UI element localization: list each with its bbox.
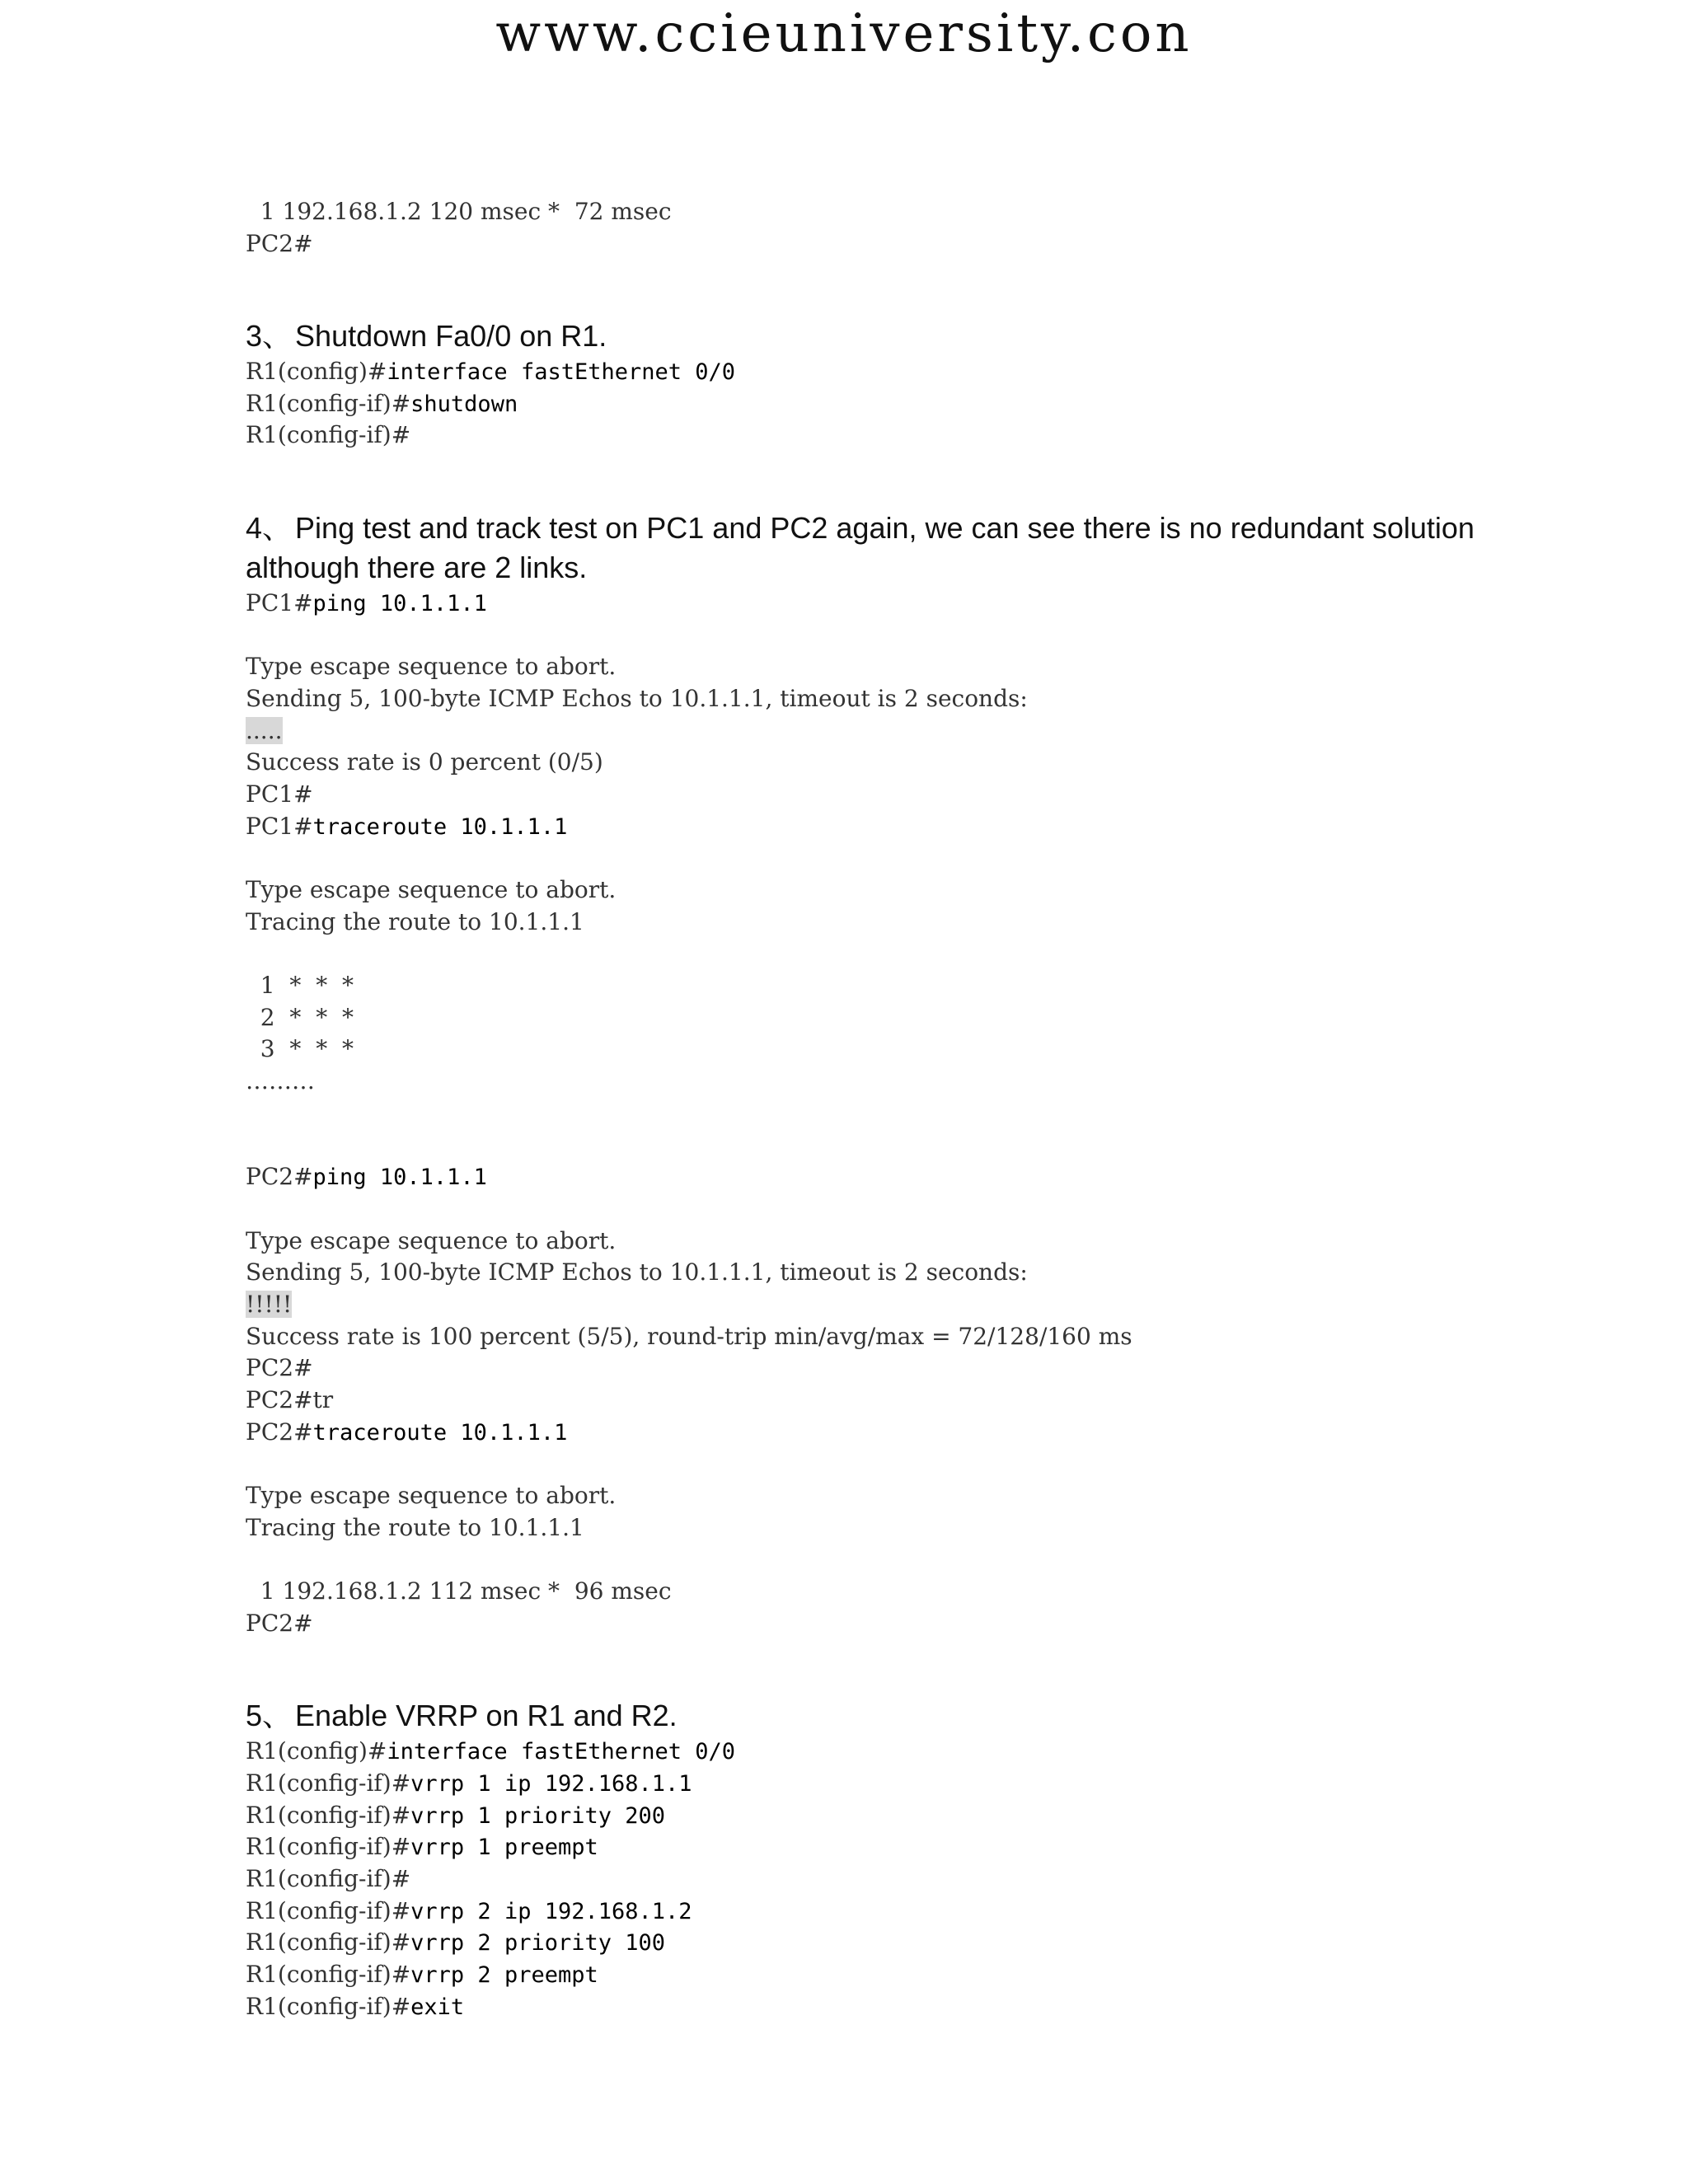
console-output: PC2# [246, 229, 313, 257]
console-command: vrrp 2 ip 192.168.1.2 [410, 1898, 692, 1924]
console-command: ping 10.1.1.1 [312, 590, 487, 616]
console-prompt: PC1# [246, 812, 313, 840]
console-line [246, 715, 1564, 748]
console-command: traceroute 10.1.1.1 [312, 813, 568, 840]
console-prompt: PC2# [246, 1418, 313, 1446]
section-heading [246, 509, 1564, 588]
section-number: 5、 [246, 1699, 293, 1733]
console-output: 3 * * * [246, 1035, 354, 1063]
console-command: vrrp 2 preempt [410, 1962, 598, 1988]
section-title: Shutdown Fa0/0 on R1. [295, 319, 607, 354]
console-command: vrrp 1 preempt [410, 1835, 598, 1861]
console-line [246, 1576, 1564, 1608]
console-line [246, 1480, 1564, 1512]
console-output: 1 * * * [246, 972, 354, 1000]
console-prompt: R1(config-if)# [246, 1833, 411, 1861]
blank-line [246, 842, 1564, 874]
console-line [246, 1863, 1564, 1896]
console-line [246, 1927, 1564, 1959]
console-line [246, 196, 1564, 228]
console-output: !!!!! [246, 1290, 293, 1318]
console-line [246, 1608, 1564, 1640]
console-output: PC2#tr [246, 1386, 334, 1413]
console-line [246, 356, 1564, 388]
console-output: Type escape sequence to abort. [246, 653, 617, 681]
blank-line [246, 1130, 1564, 1162]
console-line [246, 970, 1564, 1002]
console-line [246, 907, 1564, 939]
console-line [246, 588, 1564, 620]
console-line [246, 1257, 1564, 1289]
console-line [246, 1226, 1564, 1258]
console-output: Success rate is 0 percent (0/5) [246, 748, 603, 776]
console-line [246, 1289, 1564, 1321]
console-output: PC1# [246, 780, 313, 808]
console-line [246, 811, 1564, 843]
section-title: Enable VRRP on R1 and R2. [295, 1699, 678, 1733]
console-command: interface fastEthernet 0/0 [387, 1739, 736, 1765]
console-command: shutdown [410, 391, 518, 417]
console-line [246, 779, 1564, 811]
console-line [246, 1033, 1564, 1066]
console-output: Success rate is 100 percent (5/5), round-trip min/avg/max = 72/128/160 ms [246, 1322, 1132, 1350]
console-line [246, 228, 1564, 260]
console-output: Sending 5, 100-byte ICMP Echos to 10.1.1.1, timeout is 2 seconds: [246, 1258, 1028, 1286]
console-line [246, 1512, 1564, 1544]
console-prompt: R1(config-if)# [246, 1929, 411, 1957]
console-output: 2 * * * [246, 1003, 354, 1031]
blank-line [246, 260, 1564, 292]
blank-line [246, 1098, 1564, 1130]
blank-line [246, 1193, 1564, 1226]
console-line [246, 1321, 1564, 1353]
console-command: vrrp 1 priority 200 [410, 1802, 666, 1829]
blank-line [246, 1544, 1564, 1576]
console-line [246, 651, 1564, 683]
console-output: R1(config-if)# [246, 421, 411, 449]
console-command: interface fastEthernet 0/0 [387, 359, 736, 386]
console-prompt: R1(config)# [246, 358, 387, 386]
console-output: PC2# [246, 1609, 313, 1637]
console-output: 1 192.168.1.2 112 msec * 96 msec [246, 1577, 672, 1605]
console-prompt: R1(config-if)# [246, 1961, 411, 1988]
console-output: Sending 5, 100-byte ICMP Echos to 10.1.1.1, timeout is 2 seconds: [246, 684, 1028, 712]
console-line [246, 1352, 1564, 1385]
console-line [246, 419, 1564, 452]
blank-line [246, 938, 1564, 970]
console-line [246, 747, 1564, 779]
console-line [246, 1002, 1564, 1034]
console-line [246, 1768, 1564, 1800]
console-output: 1 192.168.1.2 120 msec * 72 msec [246, 198, 672, 225]
console-line [246, 1800, 1564, 1832]
blank-line [246, 620, 1564, 652]
blank-line [246, 1448, 1564, 1480]
console-prompt: PC2# [246, 1163, 313, 1191]
console-line [246, 1896, 1564, 1928]
console-prompt: R1(config-if)# [246, 1992, 411, 2020]
console-line [246, 388, 1564, 420]
section-number: 3、 [246, 319, 293, 354]
console-line [246, 1831, 1564, 1863]
console-command: vrrp 1 ip 192.168.1.1 [410, 1770, 692, 1797]
section-title: Ping test and track test on PC1 and PC2 again, we can see there is no redundant solution although there are 2 links. [246, 510, 1475, 584]
console-prompt: R1(config)# [246, 1737, 387, 1765]
console-command: traceroute 10.1.1.1 [312, 1419, 568, 1446]
blank-line [246, 452, 1564, 484]
section-heading [246, 316, 1564, 356]
console-output: ……… [246, 1067, 315, 1095]
console-output: Tracing the route to 10.1.1.1 [246, 907, 584, 935]
console-prompt: R1(config-if)# [246, 1769, 411, 1797]
console-command: exit [410, 1994, 465, 2020]
blank-line [246, 1640, 1564, 1672]
console-command: ping 10.1.1.1 [312, 1165, 487, 1191]
console-output: PC2# [246, 1354, 313, 1382]
section-heading [246, 1696, 1564, 1736]
console-line [246, 874, 1564, 907]
console-command: vrrp 2 priority 100 [410, 1930, 666, 1957]
console-prompt: R1(config-if)# [246, 1896, 411, 1924]
console-output: Type escape sequence to abort. [246, 876, 617, 903]
console-output: Type escape sequence to abort. [246, 1226, 617, 1254]
console-line [246, 1736, 1564, 1768]
console-prompt: R1(config-if)# [246, 389, 411, 417]
console-line [246, 1991, 1564, 2023]
document-body [246, 196, 1564, 2022]
console-output: Type escape sequence to abort. [246, 1482, 617, 1510]
console-output: ..... [246, 716, 283, 744]
site-watermark-header: www.ccieuniversity.con [495, 3, 1193, 64]
console-line [246, 1385, 1564, 1417]
console-line [246, 1066, 1564, 1098]
console-prompt: PC1# [246, 588, 313, 616]
console-prompt: R1(config-if)# [246, 1801, 411, 1829]
console-line [246, 683, 1564, 715]
console-output: R1(config-if)# [246, 1864, 411, 1892]
section-number: 4、 [246, 510, 293, 545]
console-output: Tracing the route to 10.1.1.1 [246, 1513, 584, 1541]
console-line [246, 1959, 1564, 1991]
console-line [246, 1161, 1564, 1193]
console-line [246, 1417, 1564, 1449]
